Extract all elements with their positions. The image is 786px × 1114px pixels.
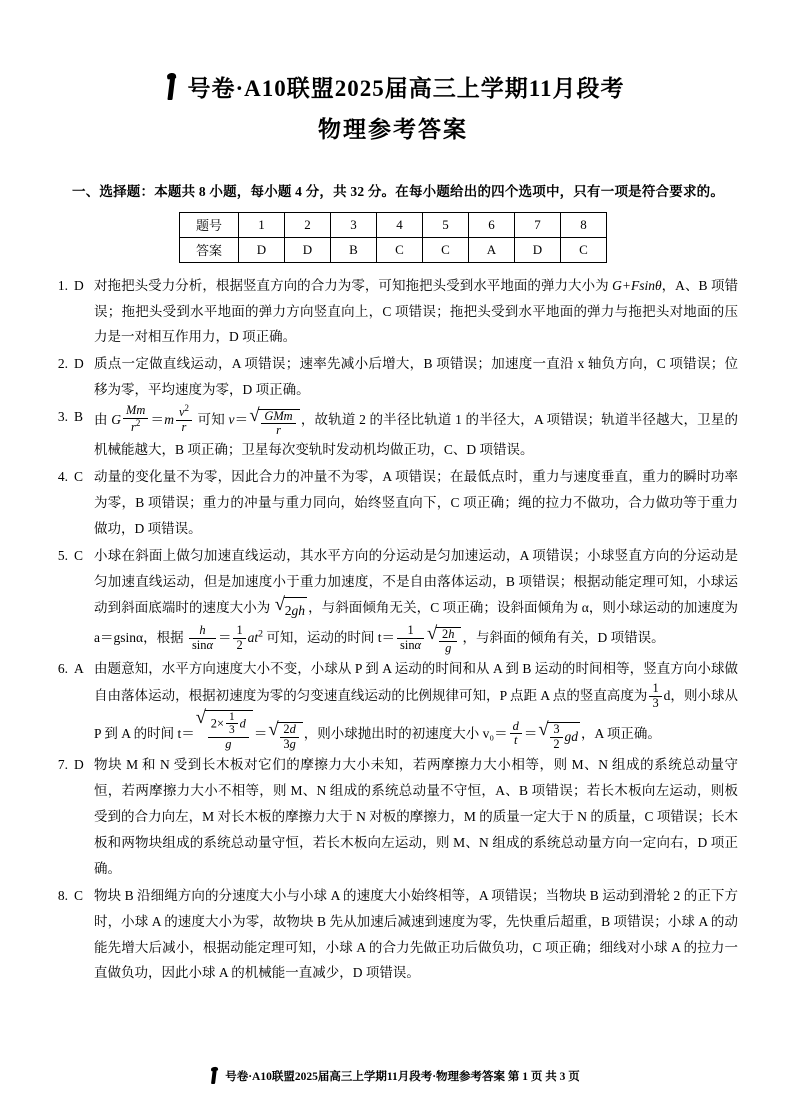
question-number-6: 6	[469, 212, 515, 237]
explanation-list	[48, 273, 738, 987]
table-row	[180, 237, 607, 262]
item-text-part-2: ，与斜面倾角无关，C 项正确；设斜面倾角为 α，则小球运动的加速度为 a＝gsinα，根据	[94, 599, 739, 646]
item-answer: A	[74, 661, 84, 677]
item-text: 物块 M 和 N 受到长木板对它们的摩擦力大小未知，若两摩擦力大小相等，则 M、N 组成的系统总动量守恒，若两摩擦力大小不相等，则 M、N 组成的系统总动量不守恒，A、B 项错误；若长木板向左运动，则板受到的合力向左，M 对长木板的摩擦力大于 N 对板的摩擦力，M 的质量一定大于 N 的质量，C 项错误；长木板和两物块组成的系统总动量守恒，若长木板向左运动，则 M、N 组成的系统总动量方向一定向右，D 项正确。	[94, 757, 738, 876]
document-header	[48, 70, 738, 144]
table-row	[180, 212, 607, 237]
item-answer: C	[74, 548, 84, 564]
formula-velocity: v＝ √ $\frac{\text{GMm}}{r}$	[228, 412, 300, 427]
row-label-answer: 答案	[180, 237, 239, 262]
question-number-3: 3	[331, 212, 377, 237]
item-text-part-2: ，A、B 项错误；拖把头受到水平地面的弹力方向竖直向上，C 项错误；拖把头受到水平地面的弹力与拖把头对地面的压力是一对相互作用力，D 项正确。	[94, 277, 738, 345]
section-heading: 一、选择题：本题共 8 小题，每小题 4 分，共 32 分。在每小题给出的四个选项中，只有一项是符合要求的。	[72, 184, 725, 199]
row-label-number: 题号	[180, 212, 239, 237]
list-item	[48, 883, 738, 987]
answer-table	[179, 212, 607, 263]
item-number: 7.	[57, 757, 68, 773]
item-answer: D	[74, 277, 84, 293]
formula-one-third: $\frac{1}{3}$	[647, 688, 663, 703]
item-text-part-5: ，A 项正确。	[581, 725, 661, 741]
question-number-7: 7	[515, 212, 561, 237]
brand-logo-icon	[206, 1067, 222, 1085]
item-text-part-1: 由	[94, 412, 112, 428]
item-text-part-1: 小球在斜面上做匀加速直线运动，其水平方向的分运动是匀加速运动，A 项错误；小球竖直方向的分运动是匀加速直线运动，但是加速度小于重力加速度，不是自由落体运动，B 项错误；根据动能定理可知，小球运动到斜面底端时的速度大小为	[94, 548, 738, 615]
list-item	[48, 273, 738, 351]
answer-8: C	[561, 237, 607, 262]
item-number: 1.	[57, 277, 68, 293]
item-text-part-2: d，则小球从 P 到 A 的时间 t＝	[94, 688, 739, 741]
item-text-part-3: ，故轨道 2 的半径比轨道 1 的半径大，A 项错误；轨道半径越大，卫星的机械能越大，B 项正确；卫星每次变轨时发动机均做正功，C、D 项错误。	[94, 412, 739, 458]
item-answer: C	[74, 887, 84, 903]
item-text: 动量的变化量不为零，因此合力的冲量不为零，A 项错误；在最低点时，重力与速度垂直，重力的瞬时功率为零，B 项错误；重力的冲量与重力同向，始终竖直向下，C 项正确；绳的拉力不做功，合力做功等于重力做功，D 项错误。	[94, 469, 738, 537]
item-text-part-1: 由题意知，水平方向速度大小不变，小球从 P 到 A 运动的时间和从 A 到 B 运动的时间相等，竖直方向小球做自由落体运动，根据初速度为零的匀变速直线运动的比例规律可知，P 点距 A 点的竖直高度为	[94, 661, 738, 704]
item-answer: B	[74, 409, 84, 425]
footer-text: 号卷·A10联盟2025届高三上学期11月段考·物理参考答案 第 1 页 共 3 页	[225, 1071, 580, 1083]
list-item	[48, 656, 738, 751]
question-number-1: 1	[239, 212, 285, 237]
formula-sqrt-2gh: √ 2gh	[274, 600, 308, 615]
formula-v0-result: √ $\frac{3}{2}$ gd	[537, 726, 581, 741]
answer-1: D	[239, 237, 285, 262]
item-text: 物块 B 沿细绳方向的分速度大小与小球 A 的速度大小始终相等，A 项错误；当物块 B 运动到滑轮 2 的正下方时，小球 A 的速度大小为零，故物块 B 先从加速后减速到速度为零，先快重后超重，B 项错误；小球 A 的动能先增大后减小，根据动能定理可知，小球 A 的合力先做正功后做负功，C 项正确；细线对小球 A 的拉力一直做负功，因此小球 A 的机械能一直减少，D 项错误。	[94, 887, 738, 981]
item-text-part-4: ，与斜面的倾角有关，D 项错误。	[462, 630, 665, 646]
answer-6: A	[469, 237, 515, 262]
item-formula: G+Fsinθ	[612, 277, 662, 293]
list-item	[48, 404, 738, 463]
formula-time-pa: √ 2× $\frac{1}{3}$ d g ＝ √ $\frac{2d}{3g}$	[195, 726, 304, 741]
item-answer: D	[74, 757, 84, 773]
list-item	[48, 543, 738, 655]
formula-gravity-equation: G $\frac{Mm}{r^2}$ ＝m $\frac{v^2}{r}$	[111, 412, 194, 427]
page-subtitle: 物理参考答案	[318, 117, 468, 142]
item-number: 4.	[57, 469, 68, 485]
page-title	[48, 70, 738, 103]
list-item	[48, 752, 738, 882]
page-footer	[0, 1067, 786, 1088]
item-answer: C	[74, 469, 84, 485]
question-number-5: 5	[423, 212, 469, 237]
item-text-part-3: 可知，运动的时间 t＝	[263, 630, 396, 646]
brand-logo-icon	[161, 73, 183, 101]
item-number: 6.	[57, 661, 68, 677]
answer-2: D	[285, 237, 331, 262]
page-title-text: 号卷·A10联盟2025届高三上学期11月段考	[187, 76, 625, 101]
list-item	[48, 464, 738, 542]
answer-4: C	[377, 237, 423, 262]
item-text: 质点一定做直线运动，A 项错误；速率先减小后增大，B 项错误；加速度一直沿 x 轴负方向，C 项错误；位移为零，平均速度为零，D 项正确。	[94, 356, 738, 398]
item-text-part-4: ＝	[523, 725, 538, 741]
item-number: 8.	[57, 887, 68, 903]
item-text-part-3: ，则小球抛出时的初速度大小 v₀＝	[303, 725, 508, 741]
list-item	[48, 351, 738, 403]
question-number-2: 2	[285, 212, 331, 237]
question-number-8: 8	[561, 212, 607, 237]
answer-5: C	[423, 237, 469, 262]
formula-h-over-sin: $\frac{h}{\sin\alpha}$ ＝ $\frac{1}{2}$ $at^2$	[187, 630, 263, 645]
question-number-4: 4	[377, 212, 423, 237]
answer-3: B	[331, 237, 377, 262]
answer-table-container	[48, 212, 738, 263]
item-number: 5.	[57, 548, 68, 564]
item-text-part-2: 可知	[193, 412, 229, 428]
item-answer: D	[74, 356, 84, 372]
answer-7: D	[515, 237, 561, 262]
item-number: 2.	[57, 356, 68, 372]
item-number: 3.	[57, 409, 68, 425]
formula-v0: $\frac{d}{t}$	[508, 726, 524, 741]
item-text-part-1: 对拖把头受力分析，根据竖直方向的合力为零，可知拖把头受到水平地面的弹力大小为	[94, 277, 613, 293]
formula-time: $\frac{1}{\sin\alpha}$ √ $\frac{2h}{g}$	[395, 630, 462, 645]
